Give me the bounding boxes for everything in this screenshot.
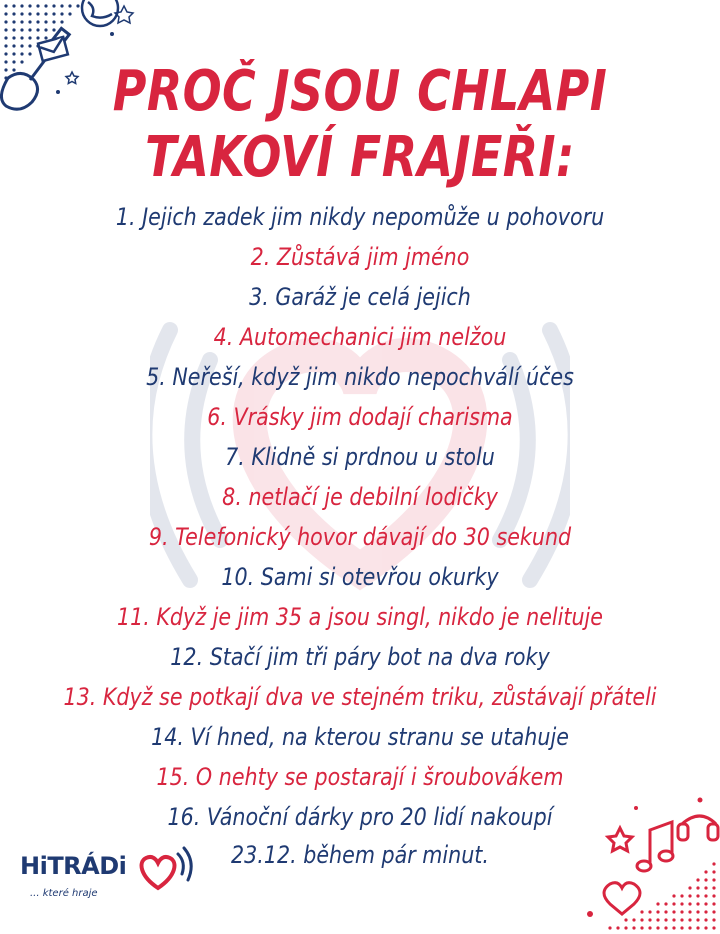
list-item: 3. Garáž je celá jejich xyxy=(249,283,471,311)
list-item: 14. Ví hned, na kterou stranu se utahuje xyxy=(151,723,569,751)
title-line-2: TAKOVÍ FRAJEŘI: xyxy=(145,125,575,190)
list-item: 12. Stačí jim tři páry bot na dva roky xyxy=(170,643,550,671)
heart-signal-icon xyxy=(134,844,196,896)
logo-tagline: ... které hraje xyxy=(30,888,98,899)
list-item: 13. Když se potkají dva ve stejném triku, zůstávají přáteli xyxy=(63,683,657,711)
list-item: 5. Neřeší, když jim nikdo nepochválí účes xyxy=(146,363,574,391)
list-item: 8. netlačí je debilní lodičky xyxy=(222,483,498,511)
list-item: 23.12. během pár minut. xyxy=(231,841,489,869)
list-item: 1. Jejich zadek jim nikdy nepomůže u pohovoru xyxy=(115,203,605,231)
logo-name: HiTRÁDi xyxy=(20,852,127,880)
list-item: 9. Telefonický hovor dávají do 30 sekund xyxy=(148,523,572,551)
list-item: 2. Zůstává jim jméno xyxy=(250,243,470,271)
list-item: 4. Automechanici jim nelžou xyxy=(213,323,507,351)
reasons-list xyxy=(0,197,720,875)
list-item: 15. O nehty se postarají i šroubovákem xyxy=(156,763,564,791)
list-item: 10. Sami si otevřou okurky xyxy=(221,563,499,591)
list-item: 6. Vrásky jim dodají charisma xyxy=(207,403,513,431)
list-item: 11. Když je jim 35 a jsou singl, nikdo je nelituje xyxy=(116,603,603,631)
list-item: 16. Vánoční dárky pro 20 lidí nakoupí xyxy=(167,803,553,831)
title-line-1: PROČ JSOU CHLAPI xyxy=(112,59,608,124)
list-item: 7. Klidně si prdnou u stolu xyxy=(225,443,495,471)
hitradi-logo xyxy=(16,838,196,918)
